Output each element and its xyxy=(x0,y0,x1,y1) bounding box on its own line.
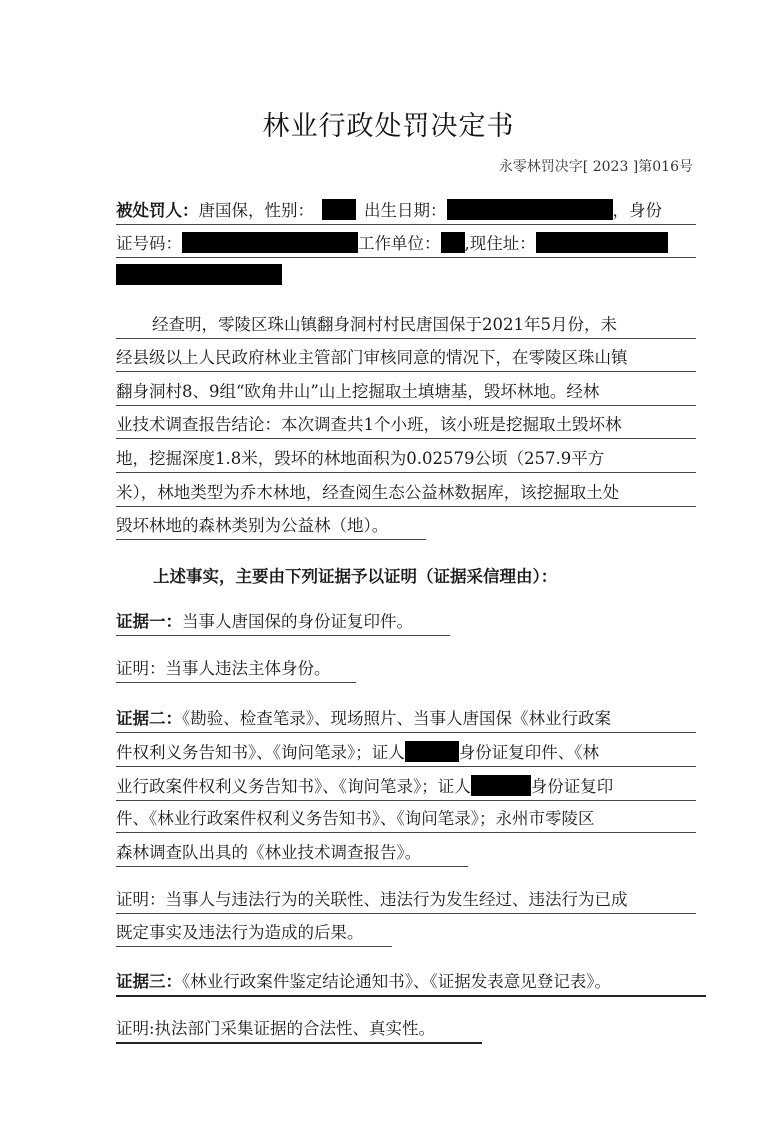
facts-line-5: 地，挖掘深度1.8米，毁坏的林地面积为0.02579公顷（257.9平方 xyxy=(116,448,696,473)
evidence-2-text-3a: 业行政案件权利义务告知书》、《询问笔录》；证人 xyxy=(116,777,471,796)
facts-line-1: 经查明，零陵区珠山镇翻身洞村村民唐国保于2021年5月份，未 xyxy=(116,314,696,339)
evidence-2-line-3 xyxy=(116,775,696,801)
evidence-2-proof-2: 既定事实及违法行为造成的后果。 xyxy=(116,922,392,947)
redaction-block xyxy=(182,232,358,253)
party-name-gender: 唐国保，性别： xyxy=(198,201,314,220)
facts-line-6: 米），林地类型为乔木林地，经查阅生态公益林数据库，该挖掘取土处 xyxy=(116,482,696,507)
party-line-3 xyxy=(116,264,696,289)
party-line-2 xyxy=(116,232,696,258)
redaction-block xyxy=(405,741,459,762)
party-line-1 xyxy=(116,199,696,225)
evidence-2-line-2 xyxy=(116,741,696,767)
party-label: 被处罚人： xyxy=(116,201,199,220)
redaction-block xyxy=(116,264,282,285)
evidence-2-line-1 xyxy=(116,708,696,733)
birth-label: 出生日期： xyxy=(364,201,447,220)
evidence-heading: 上述事实，主要由下列证据予以证明（证据采信理由）： xyxy=(153,567,558,586)
redaction-block xyxy=(471,775,531,796)
work-label: 工作单位： xyxy=(358,234,441,253)
redaction-block xyxy=(441,232,465,253)
evidence-3-text: 《林业行政案件鉴定结论通知书》、《证据发表意见登记表》。 xyxy=(182,972,611,991)
facts-line-2: 经县级以上人民政府林业主管部门审核同意的情况下，在零陵区珠山镇 xyxy=(116,347,696,372)
facts-line-4: 业技术调查报告结论：本次调查共1个小班，该小班是挖掘取土毁坏林 xyxy=(116,414,696,439)
evidence-2-text-1: 《勘验、检查笔录》、现场照片、当事人唐国保《林业行政案 xyxy=(182,709,611,728)
evidence-3 xyxy=(116,971,706,997)
evidence-1 xyxy=(116,611,450,636)
redaction-block xyxy=(447,199,613,220)
evidence-2-line-4: 件、《林业行政案件权利义务告知书》、《询问笔录》；永州市零陵区 xyxy=(116,808,696,833)
facts-line-7: 毁坏林地的森林类别为公益林（地）。 xyxy=(116,515,426,540)
facts-line-3: 翻身洞村8、9组“欧角井山”山上挖掘取土填塘基，毁坏林地。经林 xyxy=(116,381,696,406)
redaction-block xyxy=(322,199,356,220)
evidence-2-text-2a: 件权利义务告知书》、《询问笔录》；证人 xyxy=(116,743,405,762)
document-title: 林业行政处罚决定书 xyxy=(262,111,515,142)
evidence-3-label: 证据三： xyxy=(116,972,182,991)
evidence-2-label: 证据二： xyxy=(116,709,182,728)
address-label: ,现住址： xyxy=(464,234,536,253)
evidence-1-proof: 证明：当事人违法主体身份。 xyxy=(116,658,356,683)
evidence-2-text-2b: 身份证复印件、《林 xyxy=(458,743,599,762)
id-suffix: ，身份 xyxy=(612,201,662,220)
evidence-2-text-3b: 身份证复印 xyxy=(530,777,614,796)
document-number: 永零林罚决字[ 2023 ]第016号 xyxy=(498,159,693,175)
id-label: 证号码： xyxy=(116,234,182,253)
redaction-block xyxy=(536,232,668,253)
evidence-1-text: 当事人唐国保的身份证复印件。 xyxy=(182,612,413,631)
evidence-3-proof: 证明:执法部门采集证据的合法性、真实性。 xyxy=(116,1018,482,1044)
evidence-2-proof-1: 证明：当事人与违法行为的关联性、违法行为发生经过、违法行为已成 xyxy=(116,889,696,914)
evidence-1-label: 证据一： xyxy=(116,612,182,631)
evidence-2-line-5: 森林调查队出具的《林业技术调查报告》。 xyxy=(116,842,468,867)
